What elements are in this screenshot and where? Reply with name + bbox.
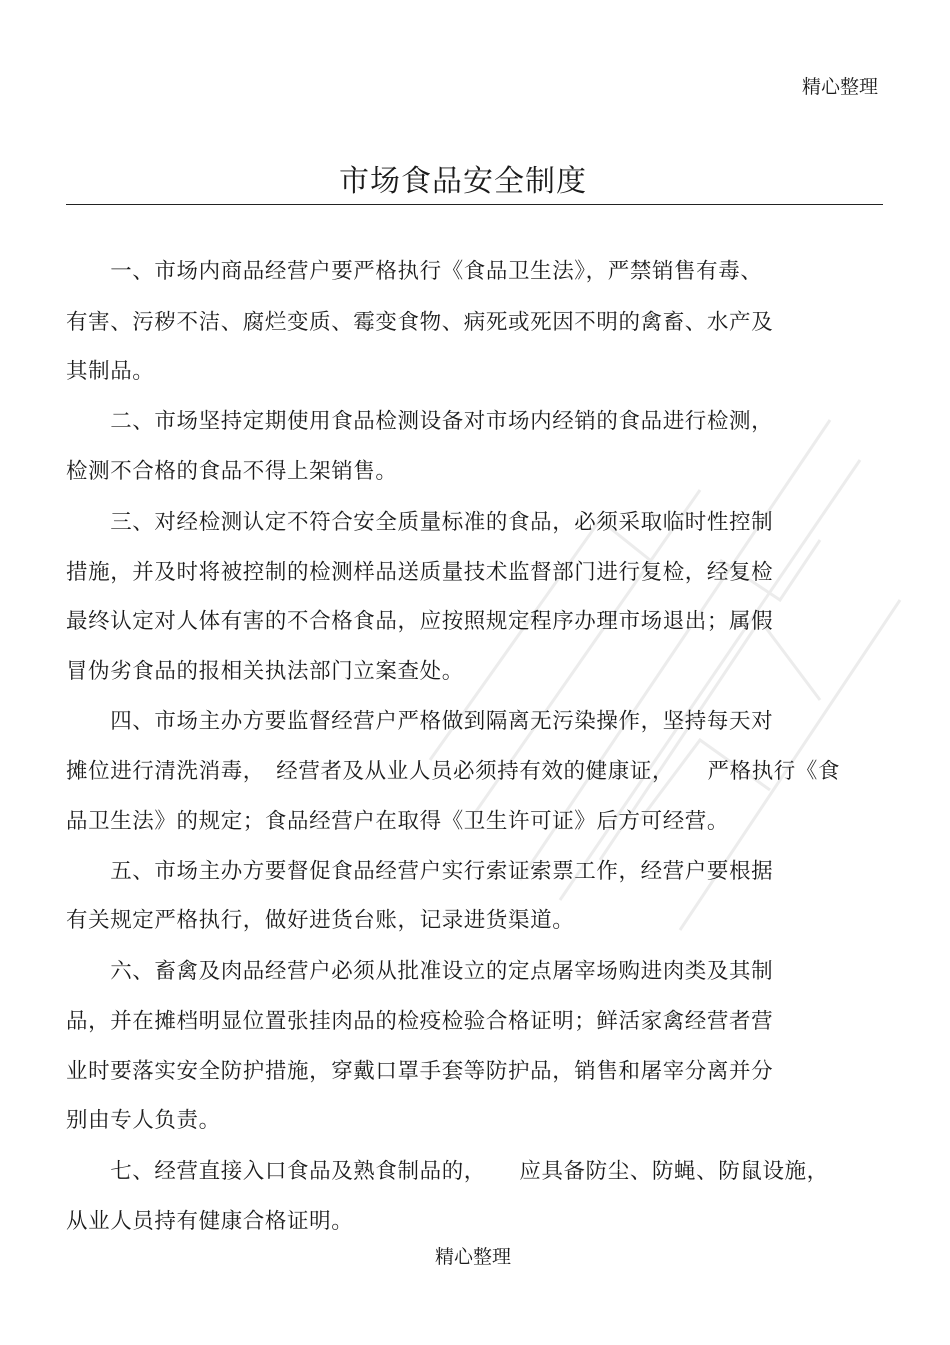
text-line: 三、对经检测认定不符合安全质量标准的食品，必须采取临时性控制 — [66, 510, 774, 535]
text-line: 六、畜禽及肉品经营户必须从批准设立的定点屠宰场购进肉类及其制 — [66, 959, 774, 984]
text-line: 品卫生法》的规定；食品经营户在取得《卫生许可证》后方可经营。 — [66, 809, 730, 834]
page-title: 市场食品安全制度 — [339, 164, 587, 199]
text-line: 措施，并及时将被控制的检测样品送质量技术监督部门进行复检，经复检 — [66, 560, 774, 585]
text-line: 二、市场坚持定期使用食品检测设备对市场内经销的食品进行检测， — [66, 409, 774, 434]
text-line: 品，并在摊档明显位置张挂肉品的检疫检验合格证明；鲜活家禽经营者营 — [66, 1009, 774, 1034]
text-line: 其制品。 — [66, 359, 155, 384]
footer-note: 精心整理 — [434, 1246, 511, 1268]
text-line: 有害、污秽不洁、腐烂变质、霉变食物、病死或死因不明的禽畜、水产及 — [66, 310, 774, 335]
header-note: 精心整理 — [801, 76, 878, 98]
text-line: 摊位进行清洗消毒， 经营者及从业人员必须持有效的健康证， 严格执行《食 — [66, 759, 841, 784]
text-line: 别由专人负责。 — [66, 1108, 221, 1133]
text-line: 冒伪劣食品的报相关执法部门立案查处。 — [66, 659, 464, 684]
text-line: 从业人员持有健康合格证明。 — [66, 1209, 354, 1234]
text-line: 最终认定对人体有害的不合格食品，应按照规定程序办理市场退出；属假 — [66, 609, 774, 634]
title-divider — [66, 204, 883, 205]
text-line: 检测不合格的食品不得上架销售。 — [66, 459, 398, 484]
text-line: 业时要落实安全防护措施，穿戴口罩手套等防护品，销售和屠宰分离并分 — [66, 1059, 774, 1084]
text-line: 五、市场主办方要督促食品经营户实行索证索票工作，经营户要根据 — [66, 859, 774, 884]
text-line: 一、市场内商品经营户要严格执行《食品卫生法》，严禁销售有毒、 — [66, 259, 763, 284]
text-line: 四、市场主办方要监督经营户严格做到隔离无污染操作，坚持每天对 — [66, 709, 774, 734]
text-line: 七、经营直接入口食品及熟食制品的， 应具备防尘、防蝇、防鼠设施， — [66, 1159, 829, 1184]
text-line: 有关规定严格执行，做好进货台账，记录进货渠道。 — [66, 908, 575, 933]
